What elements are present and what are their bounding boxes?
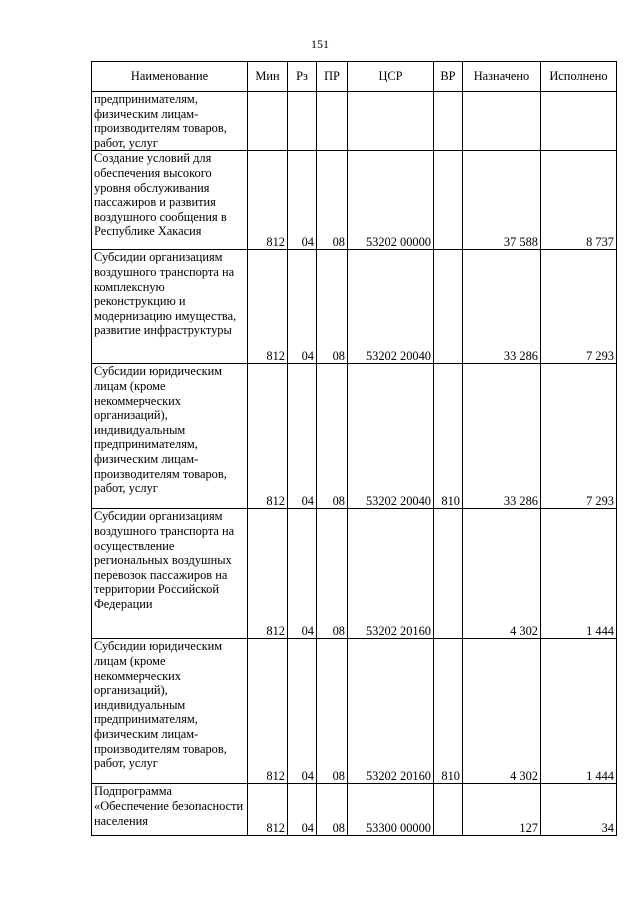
cell-min: 812 [248,784,288,836]
cell-executed: 7 293 [541,364,617,509]
cell-rz [288,92,317,151]
cell-assigned: 33 286 [463,364,541,509]
cell-pr: 08 [317,151,348,250]
cell-rz: 04 [288,784,317,836]
cell-vr: 810 [434,639,463,784]
header-pr: ПР [317,62,348,92]
cell-vr [434,92,463,151]
page-number: 151 [311,37,329,51]
table-row [92,509,617,639]
cell-name: Создание условий для обеспечения высокого уровня обслуживания пассажиров и развития воздушного сообщения в Республике Хакасия [92,151,248,250]
cell-name: Субсидии юридическим лицам (кроме некоммерческих организаций), индивидуальным предпринимателям, физическим лицам-производителям товаров, работ, услуг [92,364,248,509]
header-rz: Рз [288,62,317,92]
cell-executed: 8 737 [541,151,617,250]
cell-csr [348,92,434,151]
header-vr: ВР [434,62,463,92]
cell-rz: 04 [288,639,317,784]
table-row [92,151,617,250]
cell-name: Субсидии организациям воздушного транспорта на комплексную реконструкцию и модернизацию имущества, развитие инфраструктуры [92,250,248,364]
cell-vr [434,250,463,364]
cell-assigned: 127 [463,784,541,836]
cell-rz: 04 [288,509,317,639]
cell-assigned: 37 588 [463,151,541,250]
cell-csr: 53202 00000 [348,151,434,250]
cell-csr: 53202 20160 [348,639,434,784]
cell-rz: 04 [288,250,317,364]
cell-assigned: 4 302 [463,639,541,784]
table-row [92,250,617,364]
cell-assigned: 33 286 [463,250,541,364]
cell-pr: 08 [317,509,348,639]
cell-min: 812 [248,250,288,364]
cell-csr: 53202 20040 [348,364,434,509]
header-min: Мин [248,62,288,92]
cell-pr: 08 [317,784,348,836]
cell-executed: 1 444 [541,639,617,784]
cell-name: Субсидии организациям воздушного транспорта на осуществление региональных воздушных перевозок пассажиров на территории Российской Федерации [92,509,248,639]
cell-min: 812 [248,364,288,509]
cell-rz: 04 [288,151,317,250]
cell-executed: 1 444 [541,509,617,639]
cell-vr [434,509,463,639]
cell-min: 812 [248,151,288,250]
cell-csr: 53202 20160 [348,509,434,639]
header-executed: Исполнено [541,62,617,92]
table-row [92,639,617,784]
cell-min: 812 [248,639,288,784]
table-row [92,364,617,509]
header-assigned: Назначено [463,62,541,92]
cell-pr: 08 [317,639,348,784]
budget-table [91,61,617,836]
cell-csr: 53202 20040 [348,250,434,364]
cell-vr [434,151,463,250]
cell-name: предпринимателям, физическим лицам-производителям товаров, работ, услуг [92,92,248,151]
table-row [92,92,617,151]
cell-pr: 08 [317,250,348,364]
cell-name: Подпрограмма «Обеспечение безопасности населения [92,784,248,836]
table-header-row [92,62,617,92]
cell-min: 812 [248,509,288,639]
header-csr: ЦСР [348,62,434,92]
cell-csr: 53300 00000 [348,784,434,836]
cell-min [248,92,288,151]
cell-pr: 08 [317,364,348,509]
cell-vr: 810 [434,364,463,509]
cell-executed: 7 293 [541,250,617,364]
cell-assigned [463,92,541,151]
cell-rz: 04 [288,364,317,509]
cell-executed: 34 [541,784,617,836]
cell-name: Субсидии юридическим лицам (кроме некоммерческих организаций), индивидуальным предпринимателям, физическим лицам-производителям товаров, работ, услуг [92,639,248,784]
cell-vr [434,784,463,836]
cell-pr [317,92,348,151]
table-row [92,784,617,836]
cell-executed [541,92,617,151]
header-name: Наименование [92,62,248,92]
cell-assigned: 4 302 [463,509,541,639]
